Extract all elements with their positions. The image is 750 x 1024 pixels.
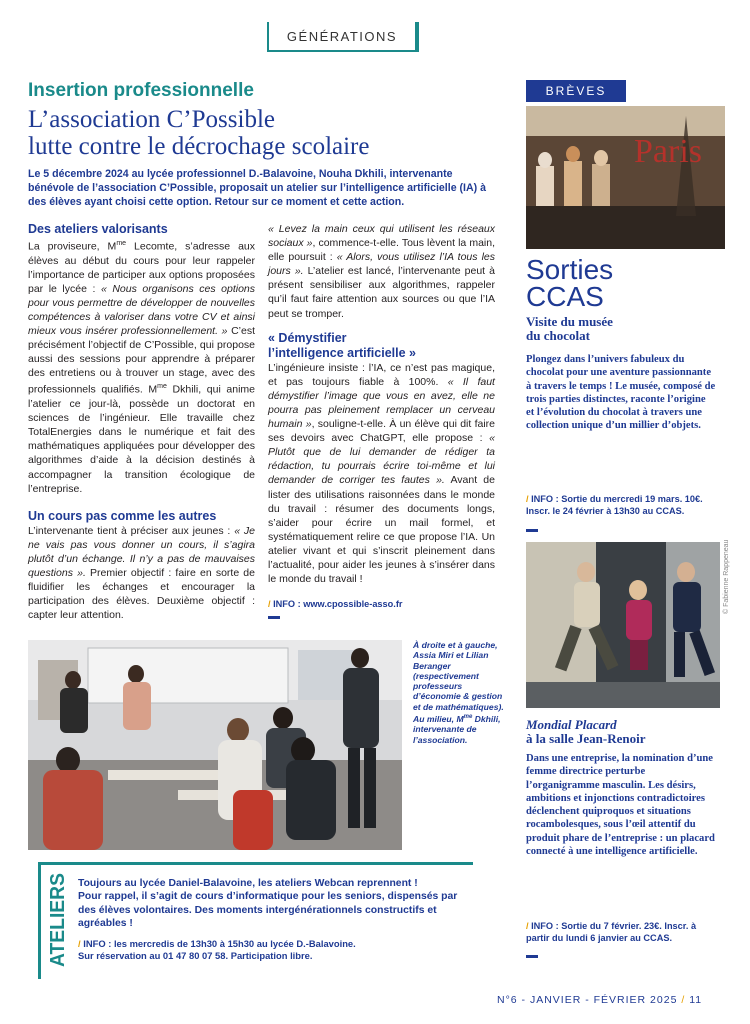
headline-line-2: lutte contre le décrochage scolaire (28, 133, 370, 160)
mondial-placard-photo (526, 542, 720, 708)
placard-rule (526, 955, 538, 958)
article-headline (28, 106, 498, 160)
article-kicker: Insertion professionnelle (28, 80, 254, 101)
ateliers-label-text: ATELIERS (47, 870, 69, 967)
subhead-ateliers-valorisants: Des ateliers valorisants (28, 222, 168, 236)
classroom-photo-illustration (28, 640, 402, 850)
placard-title: Mondial Placard à la salle Jean-Renoir (526, 717, 646, 746)
ateliers-label (44, 870, 70, 970)
website-link[interactable]: www.cpossible-asso.fr (303, 599, 403, 610)
photo-credit: © Fabienne Rappeneau (723, 539, 730, 614)
museum-info: / INFO : Sortie du mercredi 19 mars. 10€. Inscr. le 24 février à 13h30 au CCAS. (526, 494, 703, 516)
placard-info: / INFO : Sortie du 7 février. 23€. Inscr. à partir du lundi 6 janvier au CCAS. (526, 921, 697, 943)
paris-sign: Paris (634, 133, 702, 170)
ateliers-text (78, 877, 470, 962)
article-info: / INFO : www.cpossible-asso.fr (268, 599, 403, 610)
placard-body: Dans une entreprise, la nomination d’une femme directrice perturbe l’organigramme masculin. Les désirs, ambitions et injonctions contradictoires déclenchent quiproquos et situations rocambolesques, sous l’œil attentif du produit phare de l’entreprise : un placard connecté à une intelligence artificielle. (526, 753, 715, 858)
headline-line-1: L’association C’Possible (28, 106, 275, 133)
chocolate-museum-photo (526, 106, 725, 249)
breves-tab: BRÈVES (526, 80, 626, 102)
paragraph-3: « Levez la main ceux qui utilisent les réseaux sociaux », commence-t-elle. Tous lèvent la main, elle poursuit : « Alors, vous utilisez l’IA tous les jours ». L’atelier est lancé, l’intervenante peut à présent sensibiliser aux algorithmes, rappeler qu’il faut faire attention aux sources ou que l’IA peut se tromper. (268, 223, 495, 320)
photo-caption: À droite et à gauche, Assia Miri et Lilian Beranger (respectivement professeurs d’économie & gestion et de mathématiques). Au milieu, $M^{me}$ Dkhili, intervenante de l’association. (413, 640, 504, 745)
paragraph-1: La proviseure, $M^{me}$ Lecomte, s’adresse aux élèves au début du cours pour leur rappeler l’importance de participer aux options proposées par le lycée : « Nous organisons ces options pour vous permettre de développer de nouvelles compétences à valoriser dans votre CV et ainsi mieux vous insérer professionnellement. » C’est précisément l’objectif de C’Possible, qui propose aussi des sessions pour apprendre à préparer des entretiens ou à trouver un stage, avec des professionnels qualifiés. $M^{me}$ Dkhili, qui anime l’atelier ce jour-là, possède un doctorat en sciences de l’ingénieur. Elle travaille chez TotalEnergies dans le numérique et fait des mathématiques appliquées pour développer des algorithmes d’aide à la décision destinés à accompagner la transition écologique de l’entreprise. (28, 240, 256, 495)
ateliers-body: Pour rappel, il s’agit de cours d’informatique pour les seniors, dispensés par des élèves volontaires. Des moments intergénérationnels constructifs et agréables ! (78, 891, 458, 930)
subhead-demystifier: « Démystifier l’intelligence artificielle » (268, 330, 416, 360)
subhead-cours: Un cours pas comme les autres (28, 508, 217, 523)
paragraph-2: L’intervenante tient à préciser aux jeunes : « Je ne vais pas vous donner un cours, il s’agira plutôt d’un échange. Il n’y a pas de mauvaises questions ». Premier objectif : faire en sorte de fluidifier les échanges et encourager la participation des élèves. Deuxième objectif : capter leur attention. (28, 524, 255, 622)
section-tab: GÉNÉRATIONS (267, 22, 419, 52)
paragraph-4: L’ingénieure insiste : l’IA, ce n’est pas magique, et pas toujours fiable à 100%. « Il faut démystifier l’image que vous en avez, elle ne pourra pas pleinement remplacer un cerveau humain », souligne-t-elle. À un élève qui dit faire ses devoirs avec ChatGPT, elle propose : « Plutôt que de lui demander de rédiger ta rédaction, tu pourrais écrire toi-même et lui demander de corriger tes fautes ». Avant de lister des utilisations raisonnées dans le monde du travail : résumer des documents longs, s’aider pour écrire un mail formel, et systématiquement relire ce que propose l’IA. Un atelier vivant et qui s’inscrit pleinement dans l’actualité, pour aider les jeunes à s’insérer dans le monde du travail ! (268, 361, 495, 586)
article-column-2 (268, 222, 495, 619)
article-column-1 (28, 222, 255, 622)
museum-title: Visite du musée du chocolat (526, 314, 613, 343)
museum-rule (526, 529, 538, 532)
museum-body: Plongez dans l’univers fabuleux du chocolat pour une aventure passionnante à travers le temps ! Le musée, composé de trois parties distinctes, raconte l’origine et l’évolution du chocolat à travers une collection unique d’un millier d’objets. (526, 354, 716, 432)
article-lead: Le 5 décembre 2024 au lycée professionnel D.-Balavoine, Nouha Dkhili, intervenante bénévole de l’association C’Possible, proposait un atelier sur l’intelligence artificielle (IA) à des élèves ayant choisi cette option. Retour sur ce moment et cette action. (28, 168, 487, 208)
classroom-photo (28, 640, 402, 850)
ateliers-info: / INFO : les mercredis de 13h30 à 15h30 au lycée D.-Balavoine. Sur réservation au 01 47 80 07 58. Participation libre. (78, 937, 356, 961)
ateliers-title: Toujours au lycée Daniel-Balavoine, les ateliers Webcan reprennent ! (78, 878, 418, 889)
sorties-ccas-heading: Sorties CCAS (526, 254, 614, 312)
end-rule (268, 616, 280, 619)
page-footer: N°6 - JANVIER - FÉVRIER 2025 / 11 (497, 994, 703, 1006)
